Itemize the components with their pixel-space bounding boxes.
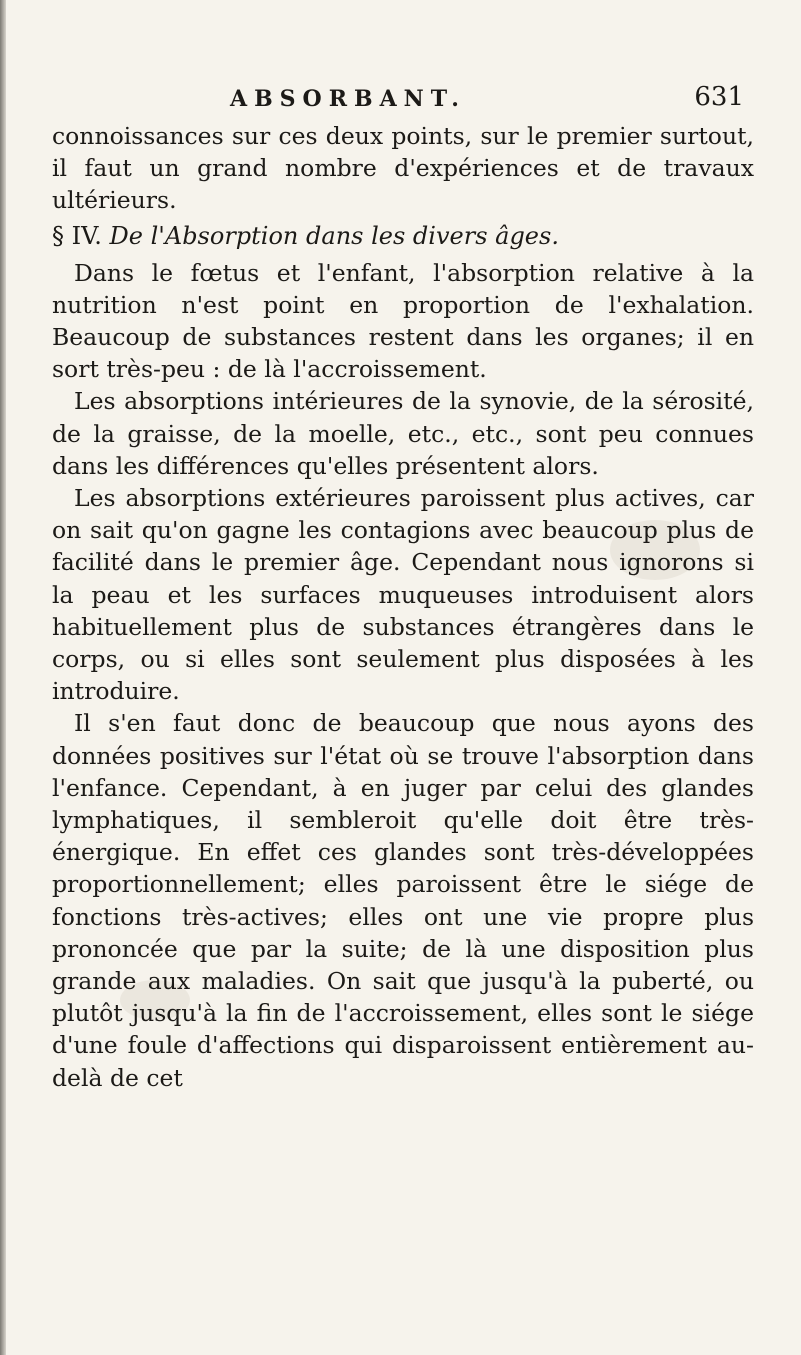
body-text [52,120,754,1094]
book-page [52,82,754,1094]
section-title: De l'Absorption dans les divers âges. [109,221,559,250]
section-heading [52,219,754,253]
page-edge-shadow [0,0,6,1355]
page-header [52,82,754,118]
paragraph: Les absorptions extérieures paroissent plus actives, car on sait qu'on gagne les contagions avec beaucoup plus de facilité dans le premier âge. Cependant nous ignorons si la peau et les surfaces muqueuses introduisent alors habituellement plus de substances étrangères dans le corps, ou si elles sont seulement plus disposées à les introduire. [52,484,754,706]
section-number: § IV. [52,221,102,250]
paragraph: connoissances sur ces deux points, sur le premier surtout, il faut un grand nombre d'expériences et de travaux ultérieurs. [52,122,754,215]
paragraph: Dans le fœtus et l'enfant, l'absorption relative à la nutrition n'est point en proportion de l'exhalation. Beaucoup de substances restent dans les organes; il en sort très-peu : de là l'accroissement. [52,258,754,384]
paragraph: Il s'en faut donc de beaucoup que nous ayons des données positives sur l'état où se trouve l'absorption dans l'enfance. Cependant, à en juger par celui des glandes lymphatiques, il sembleroit qu'elle doit être très-énergique. En effet ces glandes sont très-développées proportionnellement; elles paroissent être le siége de fonctions très-actives; elles ont une vie propre plus prononcée que par la suite; de là une disposition plus grande aux maladies. On sait que jusqu'à la puberté, ou plutôt jusqu'à la fin de l'accroissement, elles sont le siége d'une foule d'affections qui disparoissent entièrement au-delà de cet [52,709,754,1092]
paragraph: Les absorptions intérieures de la synovie, de la sérosité, de la graisse, de la moelle, etc., etc., sont peu connues dans les différences qu'elles présentent alors. [52,387,754,480]
running-title: ABSORBANT. [230,86,466,112]
page-number: 631 [694,82,744,112]
